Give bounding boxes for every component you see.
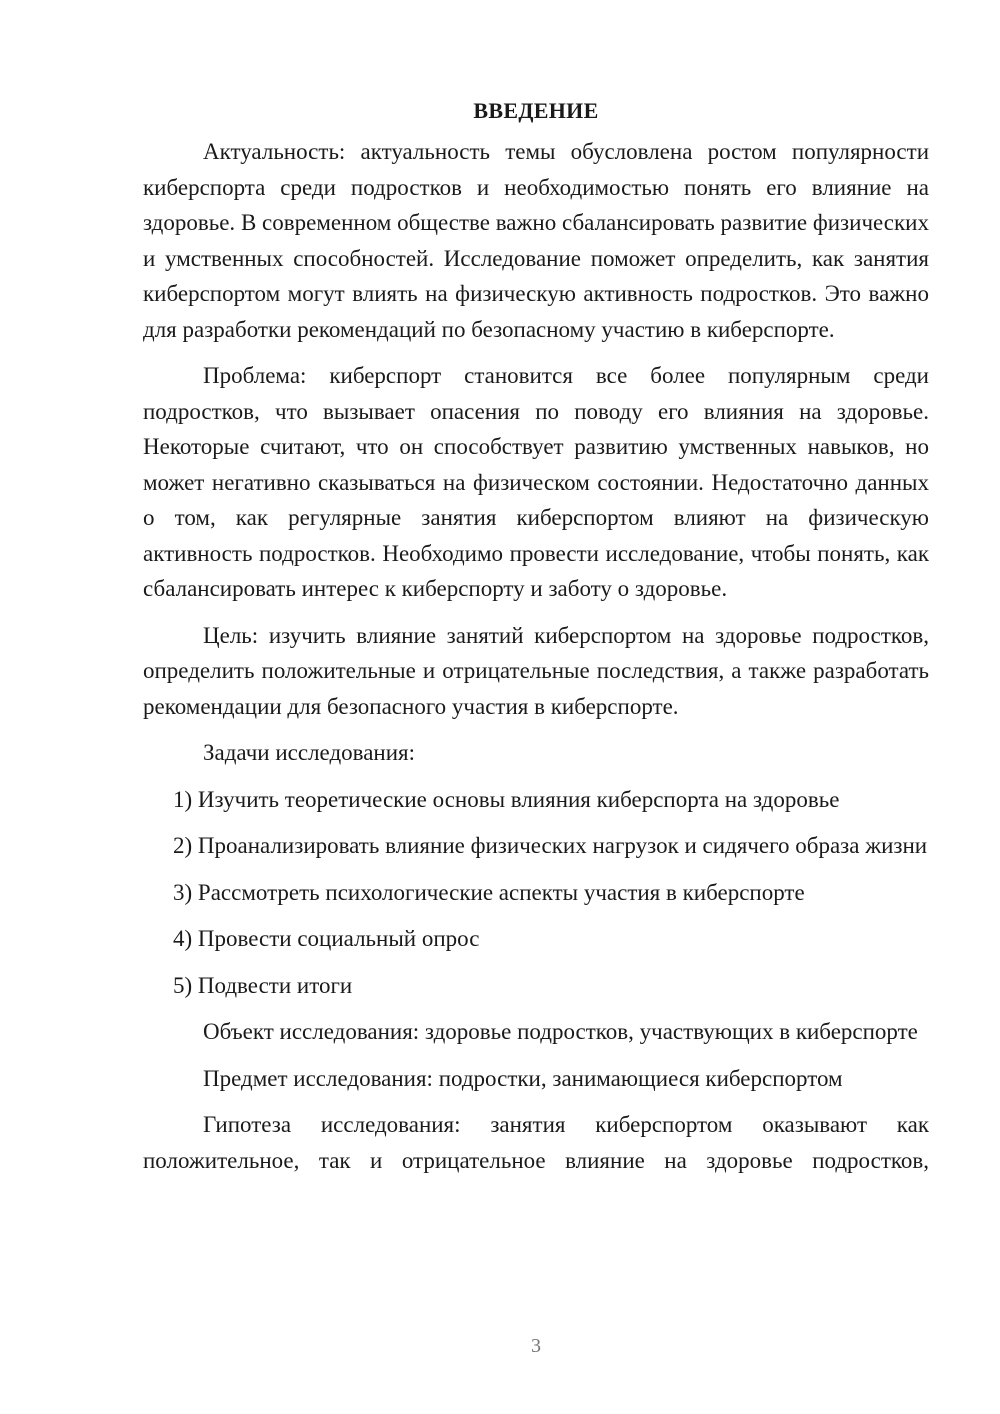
goal-paragraph: Цель: изучить влияние занятий киберспортом на здоровье подростков, определить положительные и отрицательные последствия, а также разработать рекомендации для безопасного участия в киберспорте. (143, 622, 929, 719)
page-content (143, 96, 929, 1189)
problem-paragraph: Проблема: киберспорт становится все более популярным среди подростков, что вызывает опасения по поводу его влияния на здоровье. Некоторые считают, что он способствует развитию умственных навыков, но может негативно сказываться на физическом состоянии. Недостаточно данных о том, как регулярные занятия киберспортом влияют на физическую активность подростков. Необходимо провести исследование, чтобы понять, как сбалансировать интерес к киберспорту и заботу о здоровье. (143, 363, 929, 601)
task-item-1: 1) Изучить теоретические основы влияния киберспорта на здоровье (173, 786, 840, 812)
task-item-4: 4) Провести социальный опрос (173, 926, 480, 951)
task-item-3: 3) Рассмотреть психологические аспекты участия в киберспорте (173, 879, 805, 905)
relevance-paragraph: Актуальность: актуальность темы обусловлена ростом популярности киберспорта среди подростков и необходимостью понять его влияние на здоровье. В современном обществе важно сбалансировать развитие физических и умственных способностей. Исследование поможет определить, как занятия киберспортом могут влиять на физическую активность подростков. Это важно для разработки рекомендаций по безопасному участию в киберспорте. (143, 139, 929, 342)
page-heading: ВВЕДЕНИЕ (473, 98, 599, 123)
subject-paragraph: Предмет исследования: подростки, занимающиеся киберспортом (203, 1065, 843, 1091)
hypothesis-paragraph: Гипотеза исследования: занятия киберспортом оказывают как положительное, так и отрицательное влияние на здоровье подростков, (143, 1112, 929, 1173)
page-number: 3 (531, 1335, 541, 1357)
task-item-5: 5) Подвести итоги (173, 972, 353, 998)
object-paragraph: Объект исследования: здоровье подростков, участвующих в киберспорте (203, 1019, 918, 1044)
task-item-2: 2) Проанализировать влияние физических нагрузок и сидячего образа жизни (173, 833, 928, 858)
tasks-heading: Задачи исследования: (203, 740, 416, 765)
